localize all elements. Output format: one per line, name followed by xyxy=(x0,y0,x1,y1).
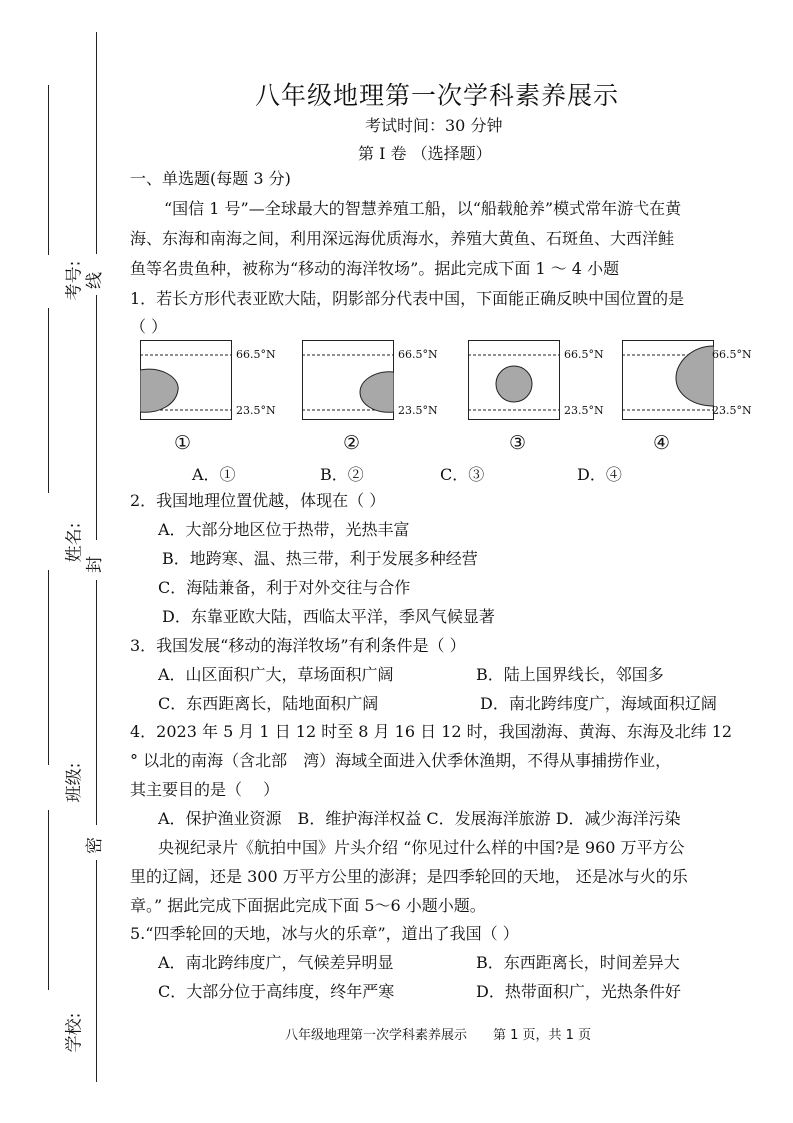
china-shape xyxy=(360,372,394,413)
q1-bracket: （ ） xyxy=(130,317,168,336)
margin-line-2 xyxy=(48,308,49,493)
latitude-lines xyxy=(468,340,560,420)
lat-66-label: 66.5°N xyxy=(712,348,752,361)
seal-line-4 xyxy=(96,860,97,1082)
q1-option-d[interactable]: D．④ xyxy=(577,465,622,484)
figure-number: ③ xyxy=(509,432,527,454)
latitude-lines xyxy=(140,340,232,420)
class-label: 班级: xyxy=(64,762,85,803)
q2-option-c[interactable]: C．海陆兼备，利于对外交往与合作 xyxy=(158,578,411,597)
q1-option-c[interactable]: C．③ xyxy=(440,465,485,484)
school-label: 学校: xyxy=(64,1012,85,1053)
lat-66-label: 66.5°N xyxy=(398,348,438,361)
figure-number: ② xyxy=(343,432,361,454)
q2-option-a[interactable]: A．大部分地区位于热带，光热丰富 xyxy=(158,520,410,539)
passage-1-line: “国信 1 号”—全球最大的智慧养殖工船，以“船载舱养”模式常年游弋在黄 xyxy=(164,199,682,218)
q1-option-a[interactable]: A．① xyxy=(192,465,236,484)
passage-2-line: 里的辽阔，还是 300 万平方公里的澎湃；是四季轮回的天地， 还是冰与火的乐 xyxy=(130,867,688,886)
figure-number: ④ xyxy=(653,432,671,454)
volume-title: 第 I 卷 （选择题） xyxy=(358,144,492,163)
q2-stem: 2．我国地理位置优越，体现在（ ） xyxy=(130,491,386,510)
margin-line-4 xyxy=(48,810,49,990)
china-shape xyxy=(140,369,178,412)
seal-line-3 xyxy=(96,580,97,825)
lat-23-label: 23.5°N xyxy=(712,404,752,417)
seal-word-seal: 封 xyxy=(85,556,105,573)
passage-1-line: 海、东海和南海之间，利用深远海优质海水，养殖大黄鱼、石斑鱼、大西洋鲑 xyxy=(130,229,675,248)
seal-word-line: 线 xyxy=(85,272,105,289)
china-shape xyxy=(496,366,532,402)
q5-option-a[interactable]: A．南北跨纬度广，气候差异明显 xyxy=(158,953,394,972)
lat-66-label: 66.5°N xyxy=(236,348,276,361)
figure-number: ① xyxy=(174,432,192,454)
q4-line: 4．2023 年 5 月 1 日 12 时至 8 月 16 日 12 时，我国渤海、黄海、东海及北纬 12 xyxy=(130,722,733,741)
q4-line: ° 以北的南海（含北部 湾）海域全面进入伏季休渔期，不得从事捕捞作业， xyxy=(130,751,672,770)
seal-line-2 xyxy=(96,295,97,540)
q5-option-b[interactable]: B．东西距离长，时间差异大 xyxy=(476,953,680,972)
passage-1-line: 鱼等名贵鱼种，被称为“移动的海洋牧场”。据此完成下面 1 ～ 4 小题 xyxy=(130,259,620,278)
q4-options[interactable]: A．保护渔业资源 B．维护海洋权益 C．发展海洋旅游 D．减少海洋污染 xyxy=(158,809,681,828)
q5-stem: 5.“四季轮回的天地，冰与火的乐章”，道出了我国（ ） xyxy=(130,924,519,943)
seal-word-secret: 密 xyxy=(85,837,105,854)
lat-23-label: 23.5°N xyxy=(398,404,438,417)
q3-option-d[interactable]: D．南北跨纬度广，海域面积辽阔 xyxy=(480,694,717,713)
q5-option-d[interactable]: D．热带面积广，光热条件好 xyxy=(476,982,681,1001)
lat-23-label: 23.5°N xyxy=(236,404,276,417)
passage-2-line: 章。” 据此完成下面据此完成下面 5～6 小题小题。 xyxy=(130,896,486,915)
exam-number-label: 考号: xyxy=(64,260,85,301)
china-shape xyxy=(676,346,714,406)
q2-option-b[interactable]: B．地跨寒、温、热三带，利于发展多种经营 xyxy=(162,549,478,568)
q4-line: 其主要目的是（ ） xyxy=(130,780,280,799)
name-label: 姓名: xyxy=(64,522,85,563)
lat-23-label: 23.5°N xyxy=(564,404,604,417)
seal-line-top xyxy=(96,32,97,254)
q3-option-b[interactable]: B．陆上国界线长，邻国多 xyxy=(476,665,664,684)
section-heading: 一、单选题(每题 3 分) xyxy=(130,169,291,188)
passage-2-line: 央视纪录片《航拍中国》片头介绍 “你见过什么样的中国?是 960 万平方公 xyxy=(158,838,685,857)
page-title: 八年级地理第一次学科素养展示 xyxy=(255,81,620,110)
margin-line-3 xyxy=(48,570,49,765)
q2-option-d[interactable]: D．东靠亚欧大陆，西临太平洋，季风气候显著 xyxy=(162,607,495,626)
q3-option-a[interactable]: A．山区面积广大，草场面积广阔 xyxy=(158,665,394,684)
latitude-lines xyxy=(622,340,714,420)
q1-option-b[interactable]: B．② xyxy=(320,465,364,484)
q5-option-c[interactable]: C．大部分位于高纬度，终年严寒 xyxy=(158,982,395,1001)
q3-option-c[interactable]: C．东西距离长，陆地面积广阔 xyxy=(158,694,379,713)
q1-stem: 1．若长方形代表亚欧大陆，阴影部分代表中国，下面能正确反映中国位置的是 xyxy=(130,289,685,308)
margin-line-1 xyxy=(48,85,49,255)
page-footer: 八年级地理第一次学科素养展示 第 1 页，共 1 页 xyxy=(285,1028,592,1043)
q3-stem: 3．我国发展“移动的海洋牧场”有利条件是（ ） xyxy=(130,636,466,655)
lat-66-label: 66.5°N xyxy=(564,348,604,361)
exam-time: 考试时间：30 分钟 xyxy=(365,116,503,135)
latitude-lines xyxy=(302,340,394,420)
